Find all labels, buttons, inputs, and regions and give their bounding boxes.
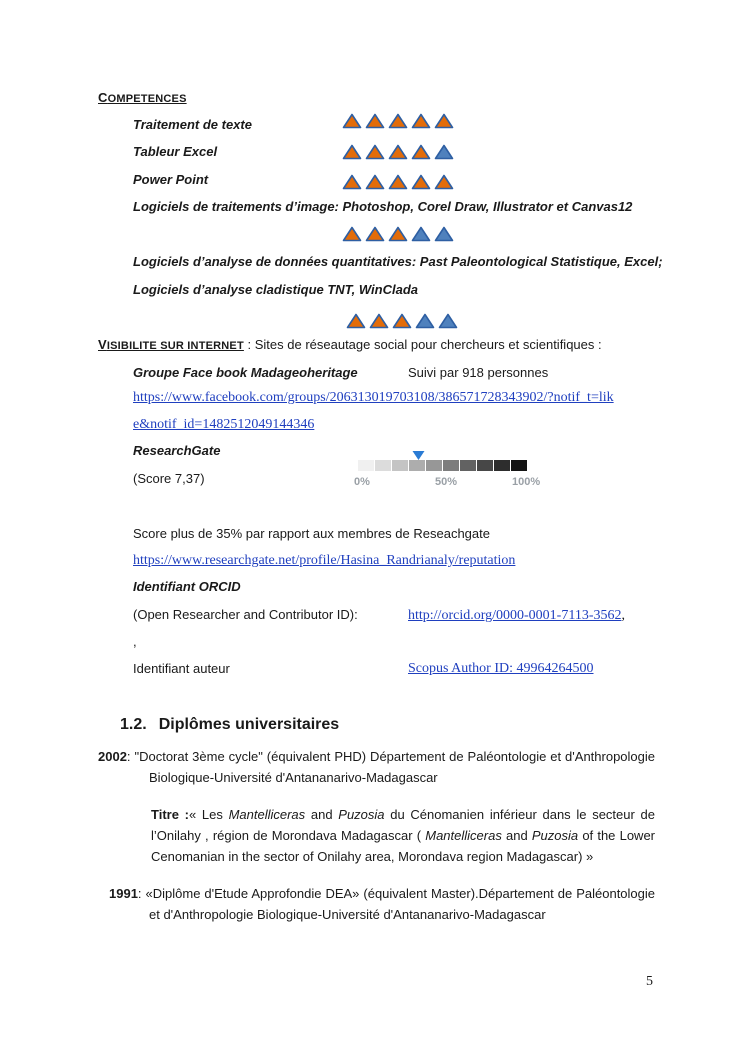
rating-triangle-filled-icon (342, 174, 362, 190)
rating-triangle-filled-icon (388, 113, 408, 129)
page-number: 5 (646, 974, 653, 989)
gauge-segment (358, 460, 374, 471)
facebook-group-link-line2[interactable]: e&notif_id=1482512049144346 (133, 417, 315, 432)
skill-rating (342, 174, 454, 190)
rating-triangle-filled-icon (434, 174, 454, 190)
genus-mantelliceras: Mantelliceras (228, 807, 306, 822)
author-id-label: Identifiant auteur (133, 661, 230, 676)
rating-triangle-filled-icon (365, 226, 385, 242)
rating-triangle-filled-icon (365, 144, 385, 160)
competences-heading-rest: OMPETENCES (107, 93, 187, 105)
skill-label: Tableur Excel (133, 144, 218, 159)
rating-triangle-filled-icon (388, 144, 408, 160)
rating-triangle-empty-icon (438, 313, 458, 329)
rating-triangle-filled-icon (411, 144, 431, 160)
rating-triangle-filled-icon (392, 313, 412, 329)
orcid-label: Identifiant ORCID (133, 579, 241, 594)
rating-triangle-empty-icon (415, 313, 435, 329)
skill-rating (342, 144, 454, 160)
rating-triangle-filled-icon (388, 174, 408, 190)
followers-count: Suivi par 918 personnes (408, 365, 549, 380)
titre-label: Titre : (151, 807, 189, 822)
visibility-heading-rest: ISIBILITE SUR INTERNET (106, 340, 244, 352)
rating-triangle-filled-icon (342, 226, 362, 242)
diploma-text: : "Doctorat 3ème cycle" (équivalent PHD) Département de Paléontologie et d'Anthropologie Biologique-Université d'Antananarivo-Madagascar (126, 749, 655, 785)
scopus-author-link[interactable]: Scopus Author ID: 49964264500 (408, 661, 594, 676)
section-title: Diplômes universitaires (158, 716, 340, 733)
diploma-2002 (98, 746, 655, 788)
genus-puzosia: Puzosia (531, 828, 579, 843)
score-note: Score plus de 35% par rapport aux membres de Reseachgate (133, 526, 490, 541)
orcid-link[interactable]: http://orcid.org/0000-0001-7113-3562 (408, 608, 622, 623)
skill-label: Traitement de texte (133, 117, 252, 132)
skill-rating (346, 313, 458, 329)
visibility-heading-initial: V (98, 337, 107, 352)
gauge-segment (375, 460, 391, 471)
diploma-text: : «Diplôme d'Etude Approfondie DEA» (équivalent Master).Département de Paléontologie et d'Anthropologie Biologique-Université d'Antananarivo-Madagascar (137, 886, 655, 922)
titre-and: and (501, 828, 532, 843)
genus-mantelliceras: Mantelliceras (425, 828, 502, 843)
skill-label: Logiciels d’analyse de données quantitatives: Past Paleontological Statistique, Excel; (133, 254, 663, 269)
section-heading (120, 716, 339, 734)
diploma-year: 2002 (98, 749, 127, 764)
gauge-label-100: 100% (512, 476, 541, 488)
gauge-segment (511, 460, 527, 471)
thesis-title (151, 804, 655, 867)
orcid-comma: , (621, 608, 625, 623)
gauge-segment (494, 460, 510, 471)
competences-heading-initial: C (98, 90, 108, 105)
rating-triangle-empty-icon (434, 144, 454, 160)
titre-part3: of the Lower Cenomanian in the sector of Onilahy area, Morondava region Madagascar) » (151, 828, 656, 864)
gauge-marker-icon (413, 451, 425, 460)
competences-heading (98, 90, 187, 105)
skill-rating (342, 113, 454, 129)
gauge-label-50: 50% (435, 476, 458, 488)
rating-triangle-empty-icon (434, 226, 454, 242)
gauge-segment (409, 460, 425, 471)
rating-triangle-filled-icon (388, 226, 408, 242)
orcid-line (408, 607, 625, 624)
researchgate-label: ResearchGate (133, 443, 221, 458)
rating-triangle-empty-icon (411, 226, 431, 242)
rating-triangle-filled-icon (411, 174, 431, 190)
gauge-segment (477, 460, 493, 471)
titre-part2: du Cénomanien inférieur dans le secteur de l’Onilahy , région de Morondava Madagascar ( (151, 807, 655, 843)
gauge-segment (443, 460, 459, 471)
lone-comma: , (133, 634, 137, 649)
section-number: 1.2. (120, 716, 147, 733)
rating-triangle-filled-icon (365, 113, 385, 129)
gauge-label-0: 0% (354, 476, 370, 488)
diploma-year: 1991 (109, 886, 138, 901)
rating-triangle-filled-icon (369, 313, 389, 329)
genus-puzosia: Puzosia (338, 807, 385, 822)
researchgate-score: (Score 7,37) (133, 471, 205, 486)
facebook-group-link-line1[interactable]: https://www.facebook.com/groups/206313019703108/386571728343902/?notif_t=lik (133, 390, 614, 405)
rating-triangle-filled-icon (411, 113, 431, 129)
researchgate-link[interactable]: https://www.researchgate.net/profile/Hasina_Randrianaly/reputation (133, 553, 516, 568)
skill-label: Logiciels de traitements d’image: Photoshop, Corel Draw, Illustrator et Canvas12 (133, 199, 633, 214)
skill-label: Logiciels d’analyse cladistique TNT, WinClada (133, 282, 418, 297)
rating-triangle-filled-icon (346, 313, 366, 329)
gauge-segment (426, 460, 442, 471)
facebook-group-name: Groupe Face book Madageoheritage (133, 365, 358, 380)
visibility-heading (98, 337, 244, 352)
diploma-1991 (109, 883, 655, 925)
titre-and: and (305, 807, 339, 822)
titre-part1: « Les (188, 807, 229, 822)
orcid-description: (Open Researcher and Contributor ID): (133, 607, 358, 622)
visibility-line (98, 337, 602, 352)
gauge-segment (392, 460, 408, 471)
visibility-intro: : Sites de réseautage social pour chercheurs et scientifiques : (243, 337, 602, 352)
skill-label: Power Point (133, 172, 209, 187)
rating-triangle-filled-icon (365, 174, 385, 190)
skill-rating (342, 226, 454, 242)
rating-triangle-filled-icon (434, 113, 454, 129)
rating-triangle-filled-icon (342, 144, 362, 160)
rating-triangle-filled-icon (342, 113, 362, 129)
gauge-segment (460, 460, 476, 471)
